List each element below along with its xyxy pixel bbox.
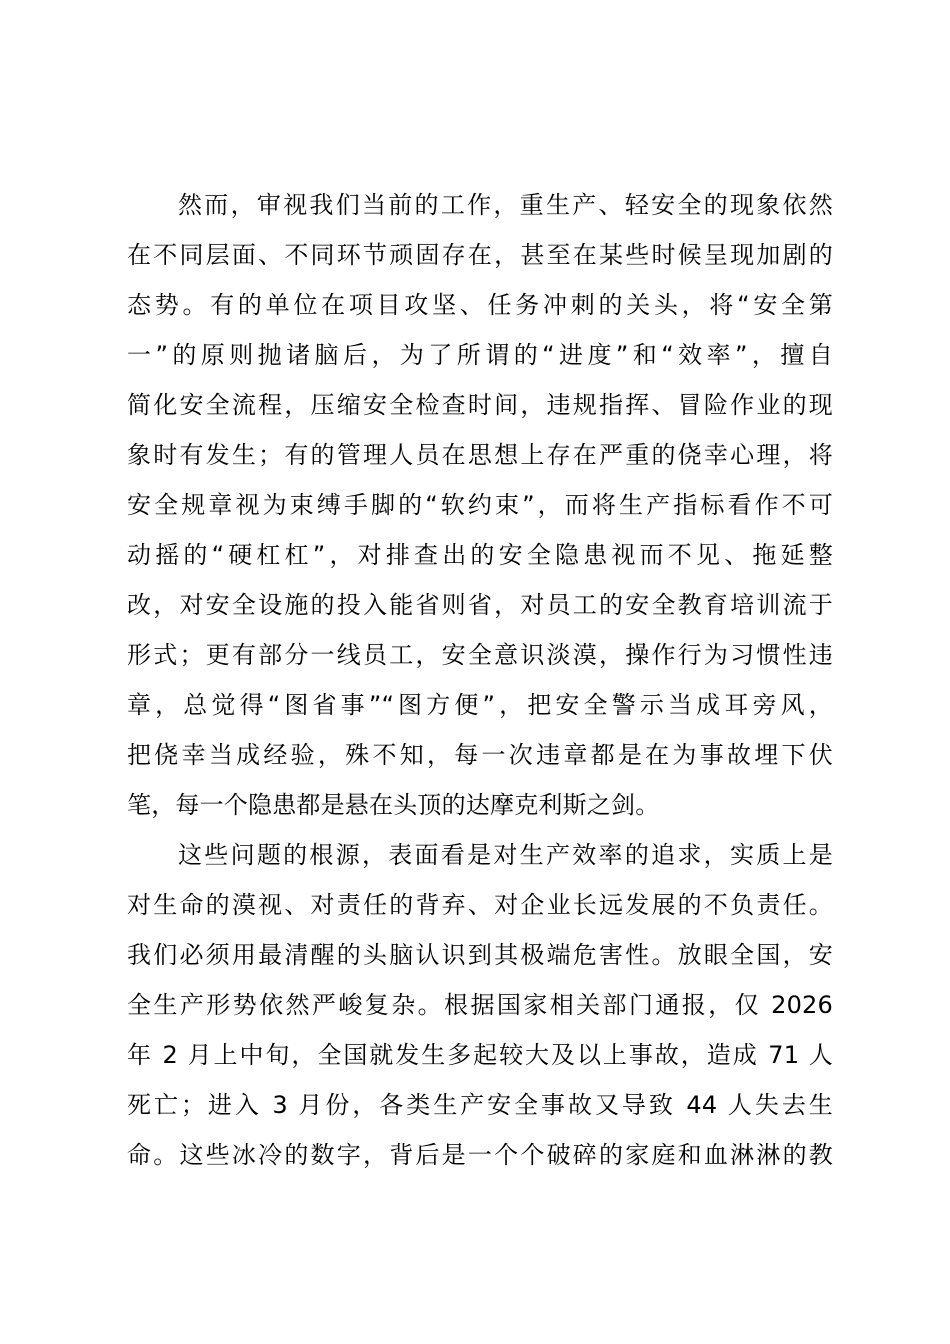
text-line-last: 笔，每一个隐患都是悬在头顶的达摩克利斯之剑。 [127, 791, 660, 819]
text-line: 象时有发生；有的管理人员在思想上存在严重的侥幸心理，将 [127, 441, 833, 469]
text-line: 在不同层面、不同环节顽固存在，甚至在某些时候呈现加剧的 [127, 241, 833, 269]
text-line: 死亡；进入 3 月份，各类生产安全事故又导致 44 人失去生 [127, 1091, 833, 1119]
text-line: 态势。有的单位在项目攻坚、任务冲刺的关头，将“安全第 [127, 291, 833, 319]
text-line: 我们必须用最清醒的头脑认识到其极端危害性。放眼全国，安 [127, 941, 833, 969]
text-line: 年 2 月上中旬，全国就发生多起较大及以上事故，造成 71 人 [127, 1041, 833, 1069]
text-line: 一”的原则抛诸脑后，为了所谓的“进度”和“效率”，擅自 [127, 341, 833, 369]
text-line: 命。这些冰冷的数字，背后是一个个破碎的家庭和血淋淋的教 [127, 1141, 833, 1169]
text-line: 动摇的“硬杠杠”，对排查出的安全隐患视而不见、拖延整 [127, 541, 833, 569]
paragraph-1 [127, 180, 833, 830]
text-line: 安全规章视为束缚手脚的“软约束”，而将生产指标看作不可 [127, 491, 833, 519]
text-line: 全生产形势依然严峻复杂。根据国家相关部门通报，仅 2026 [127, 991, 833, 1019]
text-line: 这些问题的根源，表面看是对生产效率的追求，实质上是 [178, 841, 833, 869]
text-line: 章，总觉得“图省事”“图方便”，把安全警示当成耳旁风， [127, 691, 833, 719]
text-line: 然而，审视我们当前的工作，重生产、轻安全的现象依然 [178, 191, 833, 219]
text-line: 把侥幸当成经验，殊不知，每一次违章都是在为事故埋下伏 [127, 741, 833, 769]
document-body [127, 180, 833, 1180]
paragraph-2 [127, 830, 833, 1180]
text-line: 对生命的漠视、对责任的背弃、对企业长远发展的不负责任。 [127, 891, 833, 919]
text-line: 形式；更有部分一线员工，安全意识淡漠，操作行为习惯性违 [127, 641, 833, 669]
text-line: 简化安全流程，压缩安全检查时间，违规指挥、冒险作业的现 [127, 391, 833, 419]
text-line: 改，对安全设施的投入能省则省，对员工的安全教育培训流于 [127, 591, 833, 619]
